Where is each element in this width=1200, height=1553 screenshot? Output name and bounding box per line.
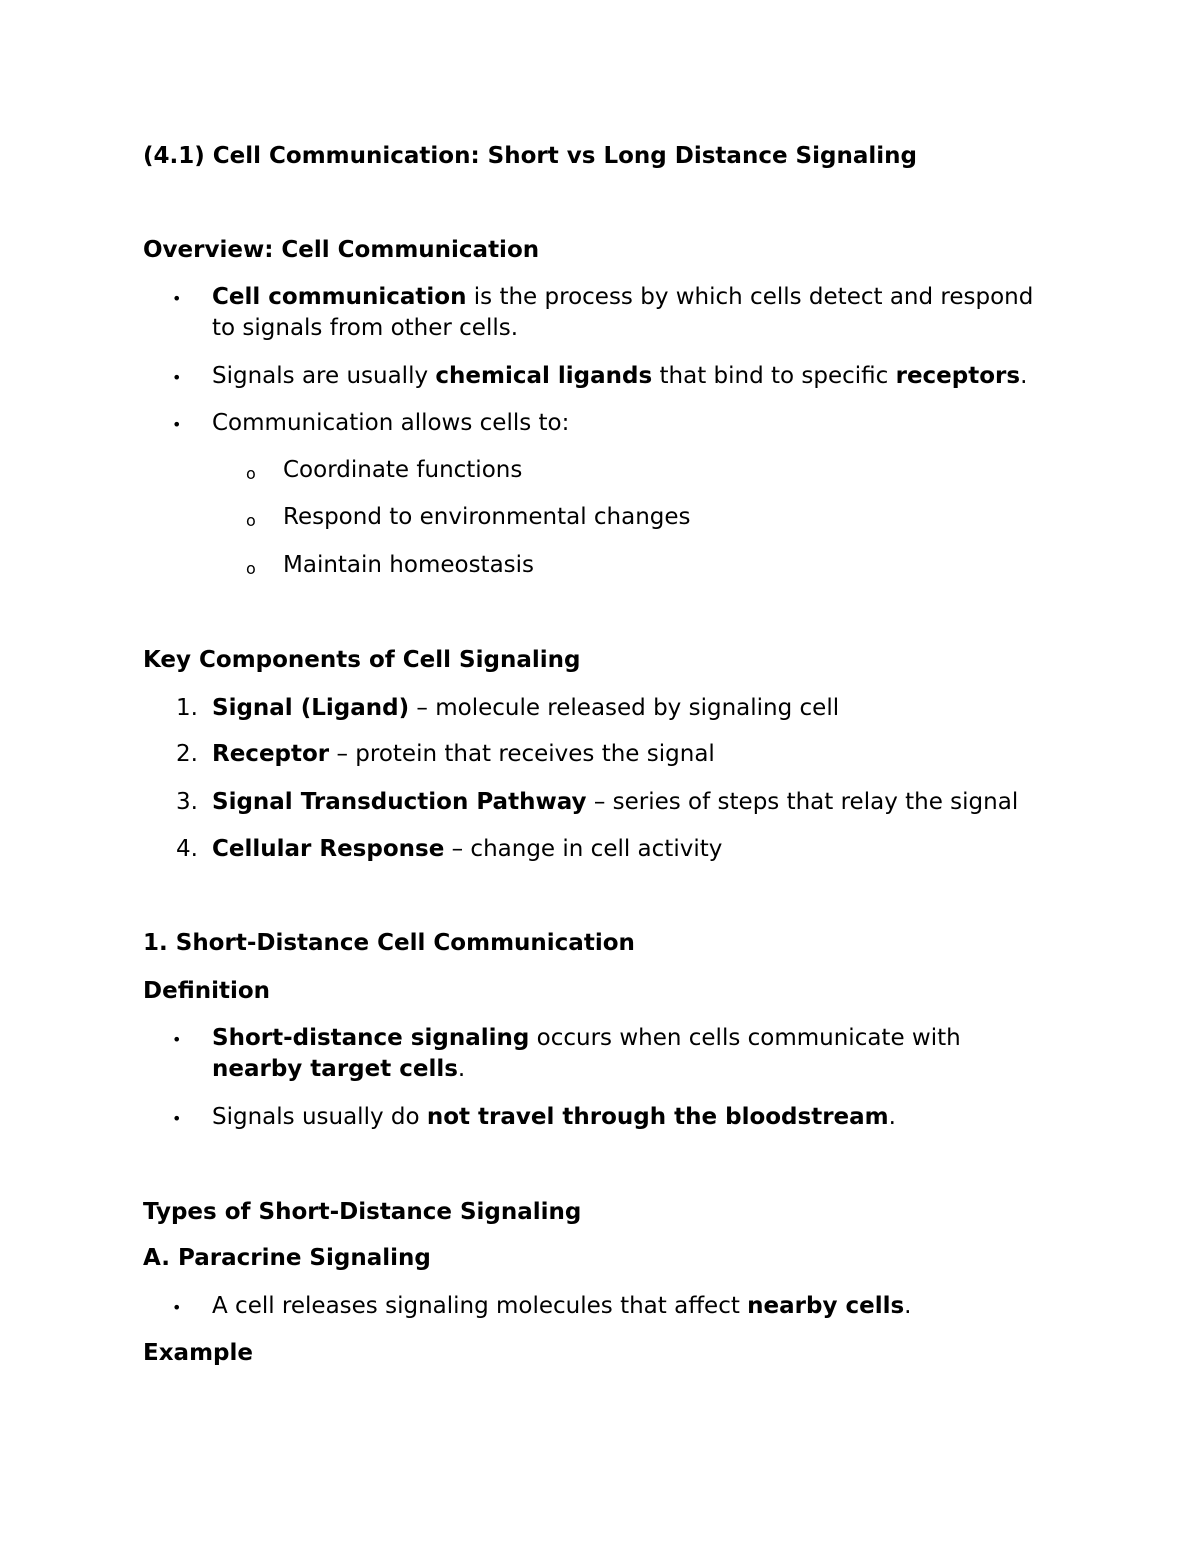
list-item	[212, 1102, 1062, 1133]
item-text: – series of steps that relay the signal	[586, 789, 1019, 815]
item-text: Communication allows cells to:	[212, 410, 570, 436]
bold-term: chemical ligands	[435, 363, 653, 389]
bullet-icon: •	[172, 1030, 182, 1049]
item-text: is the process by which cells detect and respond to signals from other cells.	[212, 284, 1034, 341]
bold-term: Receptor	[212, 741, 330, 767]
bold-term: nearby target cells	[212, 1056, 458, 1082]
list-item	[212, 361, 1062, 392]
list-item	[212, 1023, 1012, 1085]
components-heading: Key Components of Cell Signaling	[143, 647, 581, 673]
sub-bullet-icon: o	[246, 464, 256, 483]
bullet-icon: •	[172, 415, 182, 434]
item-text: Signals usually do	[212, 1104, 427, 1130]
list-number: 4.	[176, 836, 198, 862]
list-number: 1.	[176, 695, 198, 721]
bold-term: receptors	[895, 363, 1021, 389]
list-item	[212, 408, 1062, 439]
bold-term: Signal (Ligand)	[212, 695, 410, 721]
bullet-icon: •	[172, 1109, 182, 1128]
overview-heading: Overview: Cell Communication	[143, 237, 540, 263]
item-text: .	[904, 1293, 912, 1319]
short-distance-heading: 1. Short-Distance Cell Communication	[143, 930, 635, 956]
item-text: occurs when cells communicate with	[529, 1025, 961, 1051]
bold-term: Short-distance signaling	[212, 1025, 530, 1051]
sub-list-item: Coordinate functions	[283, 457, 523, 483]
item-text: .	[888, 1104, 896, 1130]
bold-term: Signal Transduction Pathway	[212, 789, 587, 815]
item-text: that bind to specific	[652, 363, 896, 389]
item-text: Signals are usually	[212, 363, 436, 389]
bullet-icon: •	[172, 1298, 182, 1317]
bold-term: nearby cells	[747, 1293, 905, 1319]
list-item	[212, 1291, 1062, 1322]
bold-term: Cellular Response	[212, 836, 445, 862]
numbered-item	[212, 834, 1062, 865]
item-text: – molecule released by signaling cell	[409, 695, 840, 721]
list-number: 2.	[176, 741, 198, 767]
bold-term: Cell communication	[212, 284, 467, 310]
item-text: A cell releases signaling molecules that affect	[212, 1293, 748, 1319]
item-text: – protein that receives the signal	[329, 741, 715, 767]
example-heading: Example	[143, 1340, 253, 1366]
sub-list-item: Maintain homeostasis	[283, 552, 535, 578]
sub-bullet-icon: o	[246, 511, 256, 530]
bullet-icon: •	[172, 289, 182, 308]
bullet-icon: •	[172, 368, 182, 387]
types-heading: Types of Short-Distance Signaling	[143, 1199, 582, 1225]
numbered-item	[212, 693, 1062, 724]
item-text: – change in cell activity	[444, 836, 723, 862]
paracrine-heading: A. Paracrine Signaling	[143, 1245, 431, 1271]
numbered-item	[212, 739, 1062, 770]
sub-list-item: Respond to environmental changes	[283, 504, 691, 530]
numbered-item	[212, 787, 1062, 818]
page-title: (4.1) Cell Communication: Short vs Long Distance Signaling	[143, 143, 917, 169]
item-text: .	[1020, 363, 1028, 389]
definition-heading: Definition	[143, 978, 271, 1004]
list-item	[212, 282, 1062, 344]
list-number: 3.	[176, 789, 198, 815]
item-text: .	[457, 1056, 466, 1082]
bold-term: not travel through the bloodstream	[426, 1104, 889, 1130]
sub-bullet-icon: o	[246, 559, 256, 578]
